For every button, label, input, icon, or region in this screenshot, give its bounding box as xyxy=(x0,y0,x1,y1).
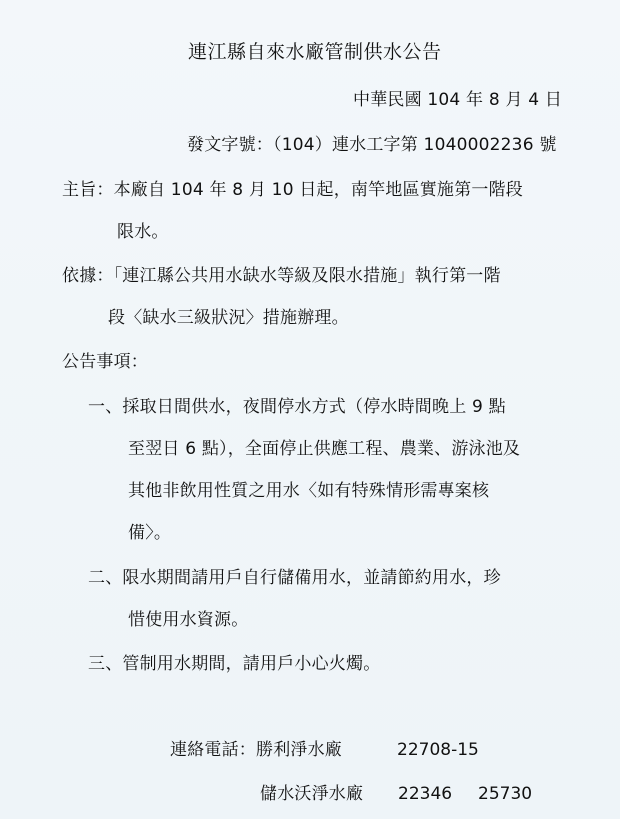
item-1-line-4: 備〉。 xyxy=(128,523,172,543)
item-1-line-2: 至翌日 6 點），全面停止供應工程、農業、游泳池及 xyxy=(128,439,521,459)
notice-date: 中華民國 104 年 8 月 4 日 xyxy=(353,90,563,110)
subject-line-2: 限水。 xyxy=(117,222,169,242)
item-2-line-1: 二、限水期間請用戶自行儲備用水，並請節約用水，珍 xyxy=(88,568,501,588)
basis-line-1: 依據：「連江縣公共用水缺水等級及限水措施」執行第一階 xyxy=(62,266,501,286)
item-1-line-3: 其他非飲用性質之用水〈如有特殊情形需專案核 xyxy=(128,481,490,501)
item-3-line-1: 三、管制用水期間，請用戶小心火燭。 xyxy=(88,654,381,674)
basis-line-2: 段〈缺水三級狀況〉措施辦理。 xyxy=(108,308,349,328)
contact-label: 連絡電話：勝利淨水廠 xyxy=(170,740,342,760)
document-number: 發文字號：（104）連水工字第 1040002236 號 xyxy=(187,135,557,155)
contact-1-phone: 22708-15 xyxy=(397,740,479,760)
item-1-line-1: 一、採取日間供水，夜間停水方式（停水時間晚上 9 點 xyxy=(88,397,506,417)
item-2-line-2: 惜使用水資源。 xyxy=(128,610,249,630)
contact-2-name: 儲水沃淨水廠 xyxy=(260,784,364,804)
contact-2-phone-1: 22346 xyxy=(398,784,453,804)
subject-line-1: 主旨：本廠自 104 年 8 月 10 日起，南竿地區實施第一階段 xyxy=(62,180,523,200)
items-heading: 公告事項： xyxy=(62,352,148,372)
notice-title: 連江縣自來水廠管制供水公告 xyxy=(188,41,442,63)
contact-2-phone-2: 25730 xyxy=(478,784,533,804)
